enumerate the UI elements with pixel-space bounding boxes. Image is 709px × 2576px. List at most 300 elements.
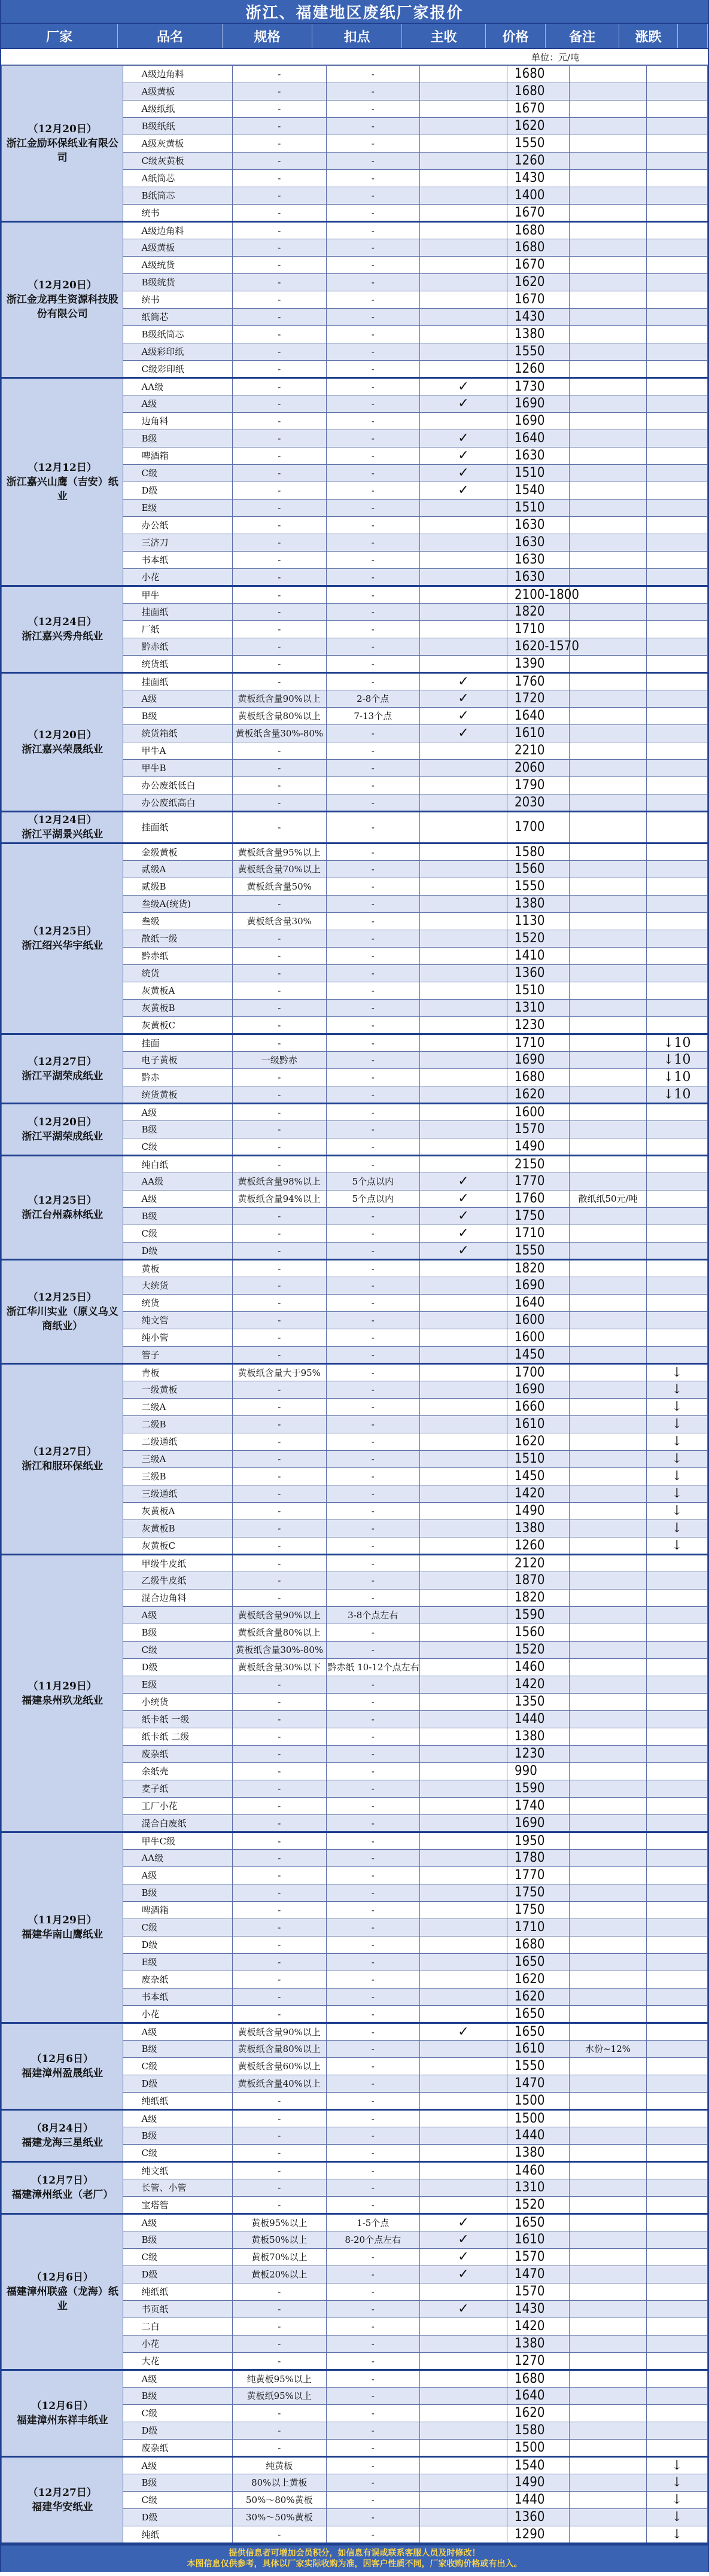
price-cell: 1350 xyxy=(507,1694,570,1711)
price-cell: 1400 xyxy=(507,187,570,205)
spec-cell: - xyxy=(233,170,326,187)
main-check xyxy=(419,1537,507,1555)
deduction-cell: - xyxy=(326,170,419,187)
price-cell: 1260 xyxy=(507,361,570,378)
spec-cell: - xyxy=(233,1121,326,1138)
factory-date: （12月6日） xyxy=(31,2053,93,2065)
product-name: 纯白纸 xyxy=(123,1156,233,1173)
product-name: E级 xyxy=(123,1954,233,1971)
remark-cell xyxy=(570,500,646,517)
table-row xyxy=(2,2162,708,2179)
spec-cell: - xyxy=(233,1468,326,1485)
main-check xyxy=(419,1815,507,1832)
main-check xyxy=(419,118,507,135)
deduction-cell: - xyxy=(326,153,419,170)
main-check xyxy=(419,861,507,878)
price-cell: 1410 xyxy=(507,948,570,965)
main-check xyxy=(419,2041,507,2058)
main-check xyxy=(419,2388,507,2405)
spec-cell: - xyxy=(233,1867,326,1884)
product-name: 乙级牛皮纸 xyxy=(123,1572,233,1590)
spec-cell: - xyxy=(233,1711,326,1728)
deduction-cell: - xyxy=(326,2388,419,2405)
deduction-cell: - xyxy=(326,1468,419,1485)
deduction-cell: - xyxy=(326,844,419,861)
price-cell: 1630 xyxy=(507,534,570,552)
change-cell xyxy=(646,395,707,413)
product-name: 书页纸 xyxy=(123,2301,233,2318)
spec-cell: - xyxy=(233,1086,326,1104)
product-name: 麦子纸 xyxy=(123,1780,233,1798)
change-cell: ↓ xyxy=(646,2474,707,2492)
product-name: 啤酒箱 xyxy=(123,447,233,465)
spec-cell: - xyxy=(233,569,326,586)
deduction-cell: - xyxy=(326,1728,419,1746)
deduction-cell: - xyxy=(326,1433,419,1451)
factory-cell xyxy=(2,586,123,673)
price-cell: 1670 xyxy=(507,101,570,118)
spec-cell: - xyxy=(233,2405,326,2422)
price-cell: 1670 xyxy=(507,257,570,274)
change-cell: ↓ xyxy=(646,1451,707,1468)
factory-date: （12月24日） xyxy=(28,616,97,628)
deduction-cell: - xyxy=(326,2509,419,2526)
product-name: 纸卡纸 一级 xyxy=(123,1711,233,1728)
remark-cell xyxy=(570,913,646,930)
product-name: 废杂纸 xyxy=(123,1746,233,1763)
spec-cell: - xyxy=(233,1850,326,1867)
product-name: 二级A xyxy=(123,1399,233,1416)
price-cell: 2210 xyxy=(507,742,570,760)
remark-cell xyxy=(570,2336,646,2353)
deduction-cell: 3-8个点左右 xyxy=(326,1607,419,1624)
change-cell xyxy=(646,1694,707,1711)
change-cell xyxy=(646,1555,707,1572)
deduction-cell: - xyxy=(326,2075,419,2093)
price-cell: 1380 xyxy=(507,1520,570,1537)
remark-cell: 水份~12% xyxy=(570,2041,646,2058)
main-check xyxy=(419,1034,507,1052)
price-cell: 1680 xyxy=(507,239,570,257)
main-check xyxy=(419,170,507,187)
header-factory: 厂家 xyxy=(1,24,118,48)
deduction-cell: - xyxy=(326,742,419,760)
spec-cell: - xyxy=(233,1104,326,1121)
product-name: 大花 xyxy=(123,2353,233,2370)
main-check xyxy=(419,534,507,552)
deduction-cell: - xyxy=(326,586,419,604)
table-row xyxy=(2,1364,708,1381)
deduction-cell: - xyxy=(326,878,419,896)
spec-cell: - xyxy=(233,1208,326,1225)
remark-cell xyxy=(570,552,646,569)
remark-cell xyxy=(570,2197,646,2214)
product-name: AA级 xyxy=(123,1173,233,1190)
change-cell xyxy=(646,1989,707,2006)
change-cell xyxy=(646,2388,707,2405)
price-cell: 1580 xyxy=(507,844,570,861)
remark-cell xyxy=(570,2440,646,2457)
product-name: A级 xyxy=(123,2023,233,2041)
product-name: 混合白废纸 xyxy=(123,1815,233,1832)
deduction-cell: - xyxy=(326,1277,419,1295)
change-cell xyxy=(646,1572,707,1590)
spec-cell: 黄板纸含量90%以上 xyxy=(233,1607,326,1624)
change-cell xyxy=(646,621,707,638)
spec-cell: - xyxy=(233,2006,326,2023)
deduction-cell: - xyxy=(326,534,419,552)
price-cell: 1640 xyxy=(507,2388,570,2405)
factory-cell xyxy=(2,1156,123,1260)
spec-cell: - xyxy=(233,2283,326,2301)
change-cell xyxy=(646,361,707,378)
main-check xyxy=(419,812,507,844)
spec-cell: - xyxy=(233,2422,326,2440)
product-name: 纯纸纸 xyxy=(123,2283,233,2301)
change-cell xyxy=(646,552,707,569)
factory-name: 福建漳州盈晟纸业 xyxy=(22,2068,104,2079)
deduction-cell: - xyxy=(326,2197,419,2214)
main-check xyxy=(419,621,507,638)
spec-cell: - xyxy=(233,1503,326,1520)
spec-cell: - xyxy=(233,1277,326,1295)
change-cell xyxy=(646,2422,707,2440)
price-cell: 1510 xyxy=(507,500,570,517)
main-check xyxy=(419,291,507,309)
factory-date: （12月20日） xyxy=(28,123,97,135)
change-cell xyxy=(646,534,707,552)
main-check xyxy=(419,2405,507,2422)
change-cell: ↓10 xyxy=(646,1034,707,1052)
change-cell xyxy=(646,135,707,153)
deduction-cell: - xyxy=(326,1590,419,1607)
deduction-cell: - xyxy=(326,1798,419,1815)
price-cell: 1650 xyxy=(507,2214,570,2231)
spec-cell: - xyxy=(233,656,326,673)
deduction-cell: - xyxy=(326,1624,419,1642)
product-name: A级 xyxy=(123,395,233,413)
main-check xyxy=(419,1086,507,1104)
table-row xyxy=(2,586,708,604)
spec-cell: - xyxy=(233,1312,326,1329)
main-check xyxy=(419,2526,507,2544)
spec-cell: 纯黄板95%以上 xyxy=(233,2370,326,2388)
main-check xyxy=(419,1624,507,1642)
change-cell xyxy=(646,153,707,170)
deduction-cell: - xyxy=(326,1399,419,1416)
price-cell: 1740 xyxy=(507,1798,570,1815)
remark-cell xyxy=(570,1763,646,1780)
product-name: A级彩印纸 xyxy=(123,343,233,361)
change-cell xyxy=(646,2318,707,2336)
spec-cell: - xyxy=(233,1572,326,1590)
price-cell: 1510 xyxy=(507,982,570,1000)
factory-cell xyxy=(2,1104,123,1156)
product-name: C级彩印纸 xyxy=(123,361,233,378)
price-cell: 1620 xyxy=(507,118,570,135)
change-cell xyxy=(646,1312,707,1329)
change-cell xyxy=(646,2058,707,2075)
remark-cell xyxy=(570,135,646,153)
main-check: ✓ xyxy=(419,690,507,708)
deduction-cell: - xyxy=(326,552,419,569)
price-cell: 1470 xyxy=(507,2075,570,2093)
product-name: C级 xyxy=(123,2058,233,2075)
main-check xyxy=(419,878,507,896)
factory-date: （11月29日） xyxy=(28,1680,97,1692)
factory-date: （12月6日） xyxy=(31,2400,93,2412)
product-name: B纸筒芯 xyxy=(123,187,233,205)
main-check xyxy=(419,1295,507,1312)
main-check xyxy=(419,2197,507,2214)
remark-cell xyxy=(570,604,646,621)
remark-cell xyxy=(570,2353,646,2370)
main-check xyxy=(419,586,507,604)
remark-cell xyxy=(570,896,646,913)
price-cell: 1550 xyxy=(507,135,570,153)
main-check xyxy=(419,896,507,913)
factory-name: 浙江华川实业（原义乌义商纸业） xyxy=(6,1305,118,1332)
product-name: 小花 xyxy=(123,2336,233,2353)
remark-cell xyxy=(570,1156,646,1173)
price-cell: 1680 xyxy=(507,1069,570,1086)
product-name: C级 xyxy=(123,1919,233,1936)
remark-cell xyxy=(570,2006,646,2023)
change-cell xyxy=(646,2231,707,2249)
remark-cell xyxy=(570,2231,646,2249)
spec-cell: - xyxy=(233,812,326,844)
main-check xyxy=(419,2422,507,2440)
change-cell: ↓ xyxy=(646,2492,707,2509)
spec-cell: 80%以上黄板 xyxy=(233,2474,326,2492)
price-cell: 1430 xyxy=(507,170,570,187)
change-cell xyxy=(646,1121,707,1138)
change-cell xyxy=(646,1971,707,1989)
product-name: C级 xyxy=(123,2145,233,2162)
factory-name: 福建漳州联盛（龙海）纸业 xyxy=(6,2286,118,2312)
spec-cell: - xyxy=(233,135,326,153)
price-cell: 1710 xyxy=(507,1034,570,1052)
change-cell xyxy=(646,291,707,309)
spec-cell: - xyxy=(233,1590,326,1607)
product-name: 管子 xyxy=(123,1347,233,1364)
spec-cell: - xyxy=(233,343,326,361)
remark-cell xyxy=(570,1399,646,1416)
change-cell xyxy=(646,187,707,205)
change-cell: ↓10 xyxy=(646,1052,707,1069)
change-cell xyxy=(646,2301,707,2318)
factory-cell xyxy=(2,1832,123,2023)
main-check xyxy=(419,1520,507,1537)
table-row xyxy=(2,1260,708,1277)
main-check xyxy=(419,1936,507,1954)
remark-cell xyxy=(570,878,646,896)
main-check xyxy=(419,517,507,534)
price-cell: 1610 xyxy=(507,1416,570,1433)
factory-cell xyxy=(2,222,123,378)
spec-cell: - xyxy=(233,1433,326,1451)
remark-cell xyxy=(570,1711,646,1728)
deduction-cell: - xyxy=(326,2127,419,2145)
factory-date: （8月24日） xyxy=(31,2123,93,2135)
change-cell: ↓10 xyxy=(646,1086,707,1104)
price-cell: 1230 xyxy=(507,1017,570,1034)
table-row xyxy=(2,1156,708,1173)
factory-cell xyxy=(2,2110,123,2162)
deduction-cell: - xyxy=(326,187,419,205)
deduction-cell: - xyxy=(326,2110,419,2127)
main-check xyxy=(419,569,507,586)
main-check xyxy=(419,309,507,326)
deduction-cell: - xyxy=(326,1694,419,1711)
remark-cell xyxy=(570,2301,646,2318)
price-cell: 1870 xyxy=(507,1572,570,1590)
deduction-cell: - xyxy=(326,1156,419,1173)
spec-cell: - xyxy=(233,2526,326,2544)
remark-cell xyxy=(570,1451,646,1468)
change-cell xyxy=(646,1780,707,1798)
change-cell xyxy=(646,656,707,673)
factory-name: 浙江台州森林纸业 xyxy=(22,1208,104,1221)
deduction-cell: - xyxy=(326,447,419,465)
deduction-cell: - xyxy=(326,1936,419,1954)
change-cell xyxy=(646,1260,707,1277)
price-cell: 1640 xyxy=(507,1295,570,1312)
remark-cell xyxy=(570,1295,646,1312)
change-cell xyxy=(646,1243,707,1260)
price-cell: 1750 xyxy=(507,1902,570,1919)
deduction-cell: - xyxy=(326,1104,419,1121)
spec-cell: 一级黔赤 xyxy=(233,1052,326,1069)
main-check: ✓ xyxy=(419,1190,507,1208)
footer-line: 提供信息者可增加会员积分，如信息有误或联系客服人员及时修改！ xyxy=(229,2548,480,2558)
factory-date: （12月6日） xyxy=(31,2271,93,2283)
remark-cell xyxy=(570,447,646,465)
main-check: ✓ xyxy=(419,1173,507,1190)
main-check xyxy=(419,257,507,274)
spec-cell: - xyxy=(233,2353,326,2370)
product-name: 统货箱纸 xyxy=(123,725,233,742)
deduction-cell: - xyxy=(326,2318,419,2336)
spec-cell: - xyxy=(233,1936,326,1954)
change-cell xyxy=(646,1798,707,1815)
main-check: ✓ xyxy=(419,2023,507,2041)
change-cell xyxy=(646,1000,707,1017)
remark-cell xyxy=(570,1000,646,1017)
factory-cell xyxy=(2,673,123,812)
main-check xyxy=(419,1711,507,1728)
deduction-cell: - xyxy=(326,1260,419,1277)
deduction-cell: - xyxy=(326,1000,419,1017)
price-cell: 1500 xyxy=(507,2093,570,2110)
price-cell: 1620 xyxy=(507,1086,570,1104)
product-name: B级统货 xyxy=(123,274,233,291)
deduction-cell: - xyxy=(326,1295,419,1312)
product-name: A级边角料 xyxy=(123,66,233,83)
remark-cell xyxy=(570,101,646,118)
price-cell: 1620-1570 xyxy=(507,638,570,656)
spec-cell: - xyxy=(233,2336,326,2353)
product-name: A级 xyxy=(123,2370,233,2388)
price-cell: 1690 xyxy=(507,1277,570,1295)
product-name: 废杂纸 xyxy=(123,1971,233,1989)
change-cell xyxy=(646,1832,707,1850)
table-row xyxy=(2,1555,708,1572)
product-name: 叁级 xyxy=(123,913,233,930)
change-cell: ↓ xyxy=(646,1364,707,1381)
change-cell xyxy=(646,760,707,777)
product-name: 金级黄板 xyxy=(123,844,233,861)
price-cell: 1520 xyxy=(507,930,570,948)
deduction-cell: 2-8个点 xyxy=(326,690,419,708)
change-cell: ↓ xyxy=(646,1468,707,1485)
product-name: B级 xyxy=(123,1121,233,1138)
remark-cell xyxy=(570,1260,646,1277)
main-check xyxy=(419,1954,507,1971)
price-cell: 1650 xyxy=(507,2006,570,2023)
product-name: 三级A xyxy=(123,1451,233,1468)
product-name: 统货纸 xyxy=(123,656,233,673)
main-check xyxy=(419,361,507,378)
deduction-cell: - xyxy=(326,1225,419,1243)
price-cell: 1660 xyxy=(507,1399,570,1416)
spec-cell: 黄板纸95%以上 xyxy=(233,2388,326,2405)
remark-cell xyxy=(570,1347,646,1364)
spec-cell: - xyxy=(233,378,326,395)
factory-name: 浙江嘉兴荣晟纸业 xyxy=(22,743,104,756)
deduction-cell: - xyxy=(326,1989,419,2006)
remark-cell xyxy=(570,2075,646,2093)
spec-cell: - xyxy=(233,742,326,760)
product-name: E级 xyxy=(123,1676,233,1694)
product-name: B级 xyxy=(123,1208,233,1225)
spec-cell: 黄板纸含量30%-80% xyxy=(233,725,326,742)
spec-cell: - xyxy=(233,1260,326,1277)
deduction-cell: - xyxy=(326,2006,419,2023)
spec-cell: 黄板纸含量95%以上 xyxy=(233,844,326,861)
remark-cell xyxy=(570,1433,646,1451)
main-check xyxy=(419,2318,507,2336)
remark-cell xyxy=(570,1416,646,1433)
deduction-cell: - xyxy=(326,1329,419,1347)
remark-cell xyxy=(570,1746,646,1763)
product-name: 灰黄板B xyxy=(123,1000,233,1017)
price-cell: 1730 xyxy=(507,378,570,395)
main-check xyxy=(419,1763,507,1780)
deduction-cell: 5个点以内 xyxy=(326,1173,419,1190)
main-check xyxy=(419,1416,507,1433)
change-cell xyxy=(646,1138,707,1156)
change-cell xyxy=(646,604,707,621)
deduction-cell: - xyxy=(326,326,419,343)
price-cell: 1440 xyxy=(507,1711,570,1728)
spec-cell: 黄板纸含量70%以上 xyxy=(233,861,326,878)
table-row xyxy=(2,2110,708,2127)
remark-cell xyxy=(570,638,646,656)
price-cell: 1460 xyxy=(507,1659,570,1676)
product-name: C级 xyxy=(123,1138,233,1156)
price-cell: 1620 xyxy=(507,1971,570,1989)
product-name: A级统货 xyxy=(123,257,233,274)
product-name: 边角料 xyxy=(123,413,233,430)
product-name: 甲牛A xyxy=(123,742,233,760)
remark-cell xyxy=(570,2058,646,2075)
change-cell xyxy=(646,673,707,690)
spec-cell: - xyxy=(233,1780,326,1798)
change-cell: ↓ xyxy=(646,1416,707,1433)
change-cell xyxy=(646,343,707,361)
spec-cell: - xyxy=(233,2127,326,2145)
